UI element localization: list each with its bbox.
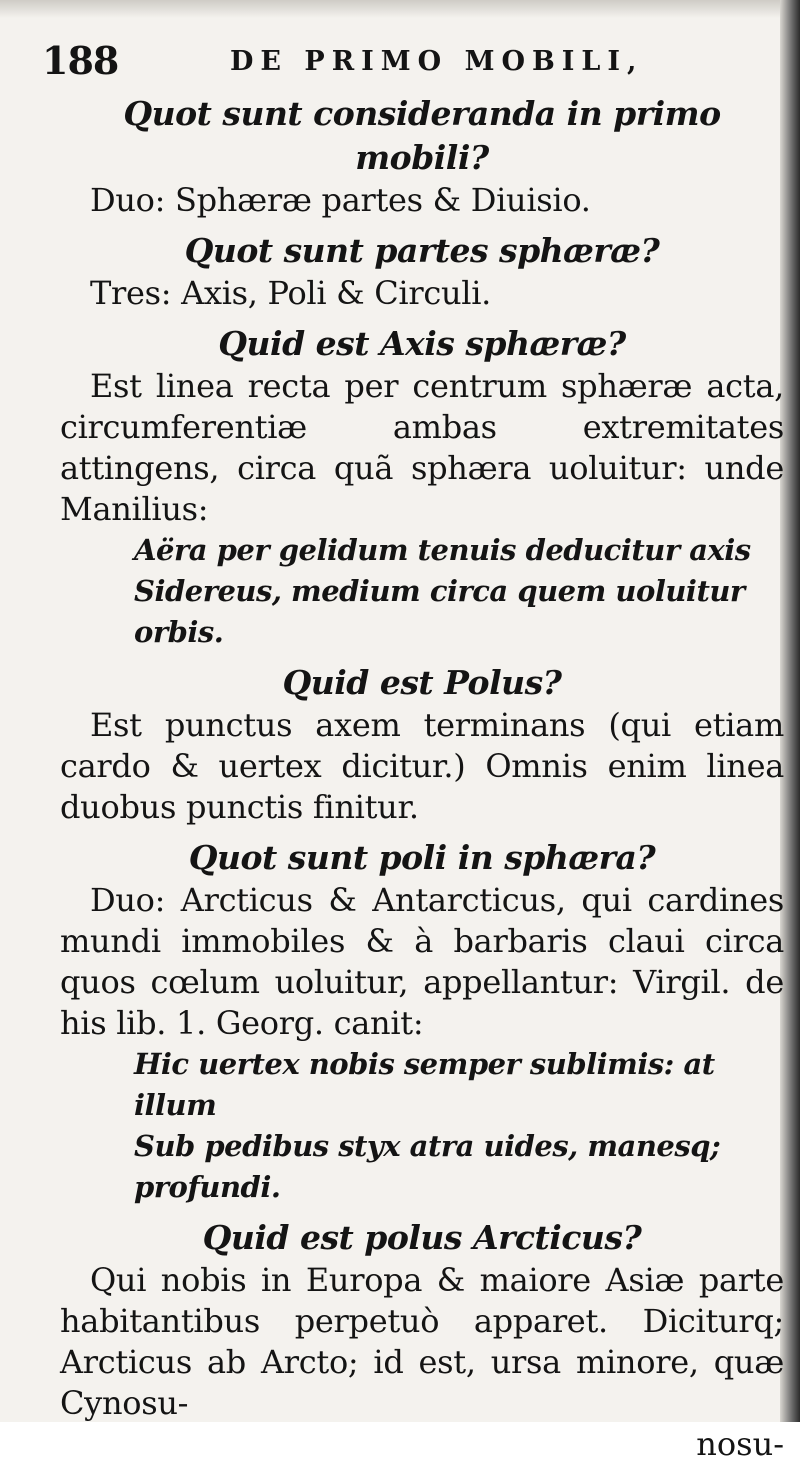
answer-paragraph: Qui nobis in Europa & maiore Asiæ parte habitantibus perpetuò apparet. Diciturq; Arcticus ab Arcto; id est, ursa minore, quæ Cynosu- [60, 1261, 784, 1422]
page-number: 188 [42, 38, 119, 83]
question-heading: Quid est polus Arcticus? [202, 1218, 642, 1257]
question-heading: Quid est Axis sphæræ? [218, 324, 626, 363]
answer-paragraph: Est punctus axem terminans (qui etiam cardo & uertex dicitur.) Omnis enim linea duobus punctis finitur. [60, 706, 784, 826]
question-heading: Quid est Polus? [282, 663, 562, 702]
verse-line: Sidereus, medium circa quem uoluitur orbis. [134, 574, 745, 649]
catchword: nosu- [696, 1425, 784, 1463]
answer-paragraph: Duo: Sphæræ partes & Diuisio. [90, 181, 591, 219]
verse-line: Aëra per gelidum tenuis deducitur axis [134, 533, 751, 567]
verse-line: Sub pedibus styx atra uides, manesq; profundi. [134, 1129, 721, 1204]
running-title: DE PRIMO MOBILI, [230, 46, 644, 77]
answer-paragraph: Est linea recta per centrum sphæræ acta, circumferentiæ ambas extremitates attingens, circa quã sphæra uoluitur: unde Manilius: [60, 367, 784, 528]
question-heading: Quot sunt consideranda in primo mobili? [123, 94, 721, 177]
running-header [40, 38, 760, 88]
verse-line: Hic uertex nobis semper sublimis: at illum [134, 1047, 715, 1122]
page-body [60, 92, 784, 1464]
question-heading: Quot sunt partes sphæræ? [184, 231, 660, 270]
question-heading: Quot sunt poli in sphæra? [188, 838, 656, 877]
page-top-shadow [0, 0, 800, 18]
answer-paragraph: Tres: Axis, Poli & Circuli. [90, 274, 491, 312]
answer-paragraph: Duo: Arcticus & Antarcticus, qui cardines mundi immobiles & à barbaris claui circa quos cœlum uoluitur, appellantur: Virgil. de his lib. 1. Georg. canit: [60, 881, 784, 1042]
